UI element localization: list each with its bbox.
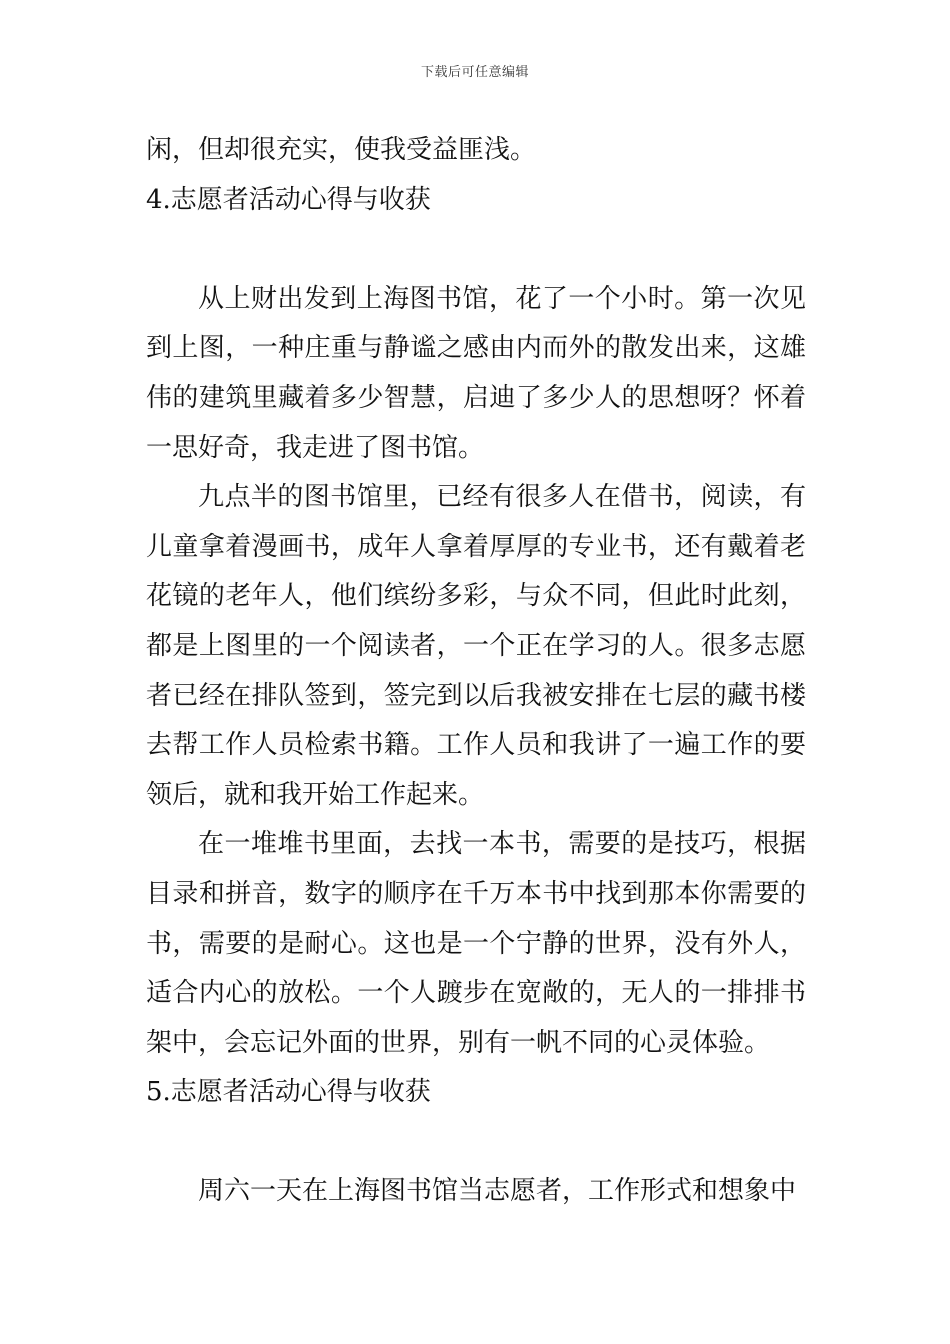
paragraph: 在一堆堆书里面，去找一本书，需要的是技巧，根据目录和拼音，数字的顺序在千万本书中找到那本你需要的书，需要的是耐心。这也是一个宁静的世界，没有外人，适合内心的放松。一个人踱步在宽敞的，无人的一排排书架中，会忘记外面的世界，别有一帆不同的心灵体验。 (146, 829, 806, 1058)
paragraph: 从上财出发到上海图书馆，花了一个小时。第一次见到上图，一种庄重与静谧之感由内而外的散发出来，这雄伟的建筑里藏着多少智慧，启迪了多少人的思想呀？怀着一思好奇，我走进了图书馆。 (146, 283, 806, 463)
blank-line (146, 1118, 806, 1168)
section-heading-5: 5.志愿者活动心得与收获 (146, 1077, 431, 1108)
document-body (146, 126, 806, 1217)
blank-line (146, 225, 806, 275)
continued-line: 闲，但却很充实，使我受益匪浅。 (146, 135, 537, 165)
page-header: 下载后可任意编辑 (420, 65, 529, 80)
section-heading-4: 4.志愿者活动心得与收获 (146, 184, 431, 215)
paragraph: 周六一天在上海图书馆当志愿者，工作形式和想象中 (198, 1176, 797, 1207)
paragraph: 九点半的图书馆里，已经有很多人在借书，阅读，有儿童拿着漫画书，成年人拿着厚厚的专业书，还有戴着老花镜的老年人，他们缤纷多彩，与众不同，但此时此刻，都是上图里的一个阅读者，一个正在学习的人。很多志愿者已经在排队签到，签完到以后我被安排在七层的藏书楼去帮工作人员检索书籍。工作人员和我讲了一遍工作的要领后，就和我开始工作起来。 (146, 482, 806, 810)
